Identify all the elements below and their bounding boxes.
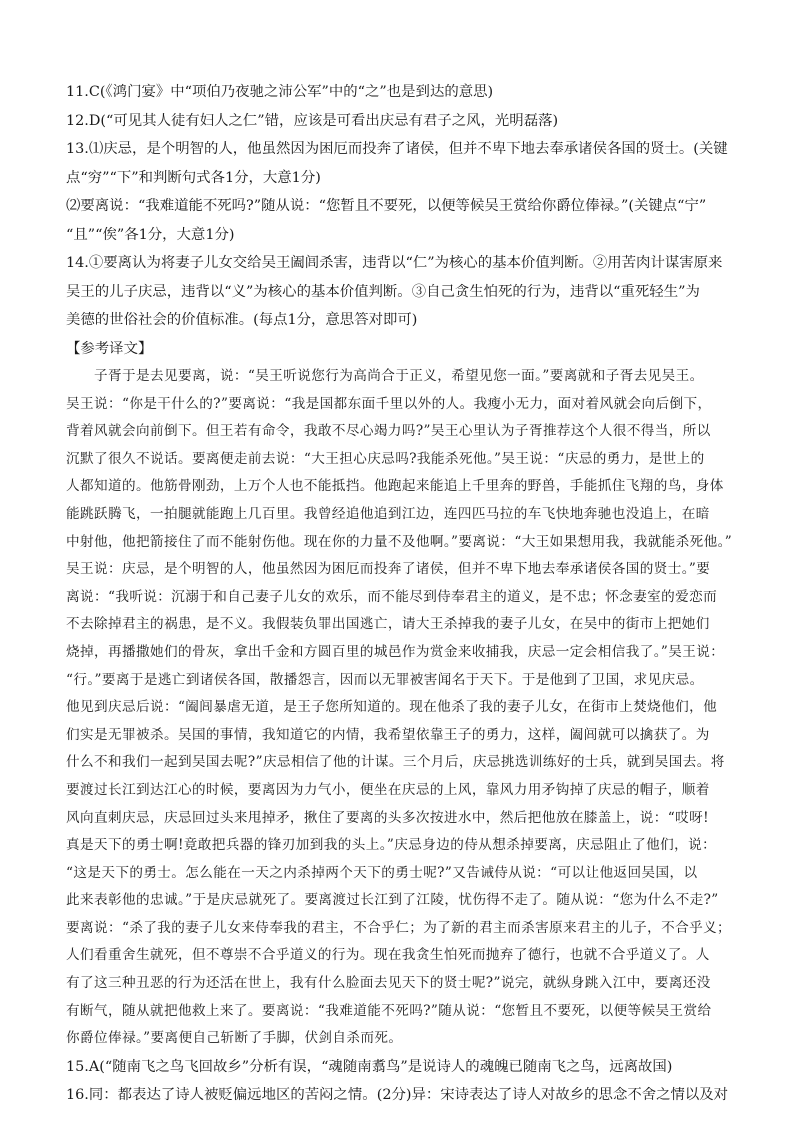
answer-line: 吴王的儿子庆忌，违背以“义”为核心的基本价值判断。③自己贪生怕死的行为，违背以“重死轻生”为 bbox=[66, 283, 700, 300]
translation-line: 人都知道的。他筋骨刚劲，上万个人也不能抵挡。他跑起来能追上千里奔的野兽，手能抓住飞翔的鸟，身体 bbox=[66, 478, 724, 495]
translation-line: 要渡过长江到达江心的时候，要离因为力气小，便坐在庆忌的上风，靠风力用矛钩掉了庆忌的帽子，顺着 bbox=[66, 781, 710, 798]
translation-line: 你爵位俸禄。”要离便自己斩断了手脚，伏剑自杀而死。 bbox=[66, 1030, 403, 1047]
translation-line: 们实是无罪被杀。吴国的事情，我知道它的内情，我希望依靠王子的勇力，这样，阖闾就可以擒获了。为 bbox=[66, 726, 710, 743]
translation-line: 有了这三种丑恶的行为还活在世上，我有什么脸面去见天下的贤士呢?”说完，就纵身跳入江中，要离还没 bbox=[66, 975, 711, 992]
answer-line: 12.D(“可见其人徒有妇人之仁”错，应该是可看出庆忌有君子之风，光明磊落) bbox=[66, 112, 559, 129]
translation-line: 什么不和我们一起到吴国去呢?”庆忌相信了他的计谋。三个月后，庆忌挑选训练好的士兵，就到吴国去。将 bbox=[66, 754, 725, 771]
answer-line: 16.同：都表达了诗人被贬偏远地区的苦闷之情。(2分)异：宋诗表达了诗人对故乡的思念不舍之情以及对 bbox=[66, 1087, 729, 1104]
translation-line: 子胥于是去见要离，说：“吴王听说您行为高尚合于正义，希望见您一面。”要离就和子胥去见吴王。 bbox=[94, 368, 704, 384]
answers-after-section bbox=[66, 1053, 744, 1110]
answers-section bbox=[66, 78, 744, 335]
translation-line: 能跳跃腾飞，一拍腿就能跑上几百里。我曾经追他追到江边，连四匹马拉的车飞快地奔驰也没追上，在暗 bbox=[66, 505, 710, 522]
translation-line: 烧掉，再播撒她们的骨灰，拿出千金和方圆百里的城邑作为赏金来收捕我，庆忌一定会相信我了。”吴王说： bbox=[66, 643, 725, 660]
answer-line: 点“穷”“下”和判断句式各1分，大意1分) bbox=[66, 169, 321, 186]
translation-line: 中射他，他把箭接住了而不能射伤他。现在你的力量不及他啊。”要离说：“大王如果想用我，我就能杀死他。” bbox=[66, 533, 733, 550]
answer-line: 15.A(“随南飞之鸟飞回故乡”分析有误，“魂随南翥鸟”是说诗人的魂魄已随南飞之鸟，远离故国) bbox=[66, 1058, 673, 1075]
translation-line: “这是天下的勇士。怎么能在一天之内杀掉两个天下的勇士呢?”又告诫侍从说：“可以让他返回吴国，以 bbox=[66, 864, 698, 881]
translation-line: 离说：“我听说：沉溺于和自己妻子儿女的欢乐，而不能尽到侍奉君主的道义，是不忠；怀念妻室的爱恋而 bbox=[66, 588, 718, 605]
translation-line: 沉默了很久不说话。要离便走前去说：“大王担心庆忌吗?我能杀死他。”吴王说：“庆忌的勇力，是世上的 bbox=[66, 450, 705, 467]
answer-line: “且”“俟”各1分，大意1分) bbox=[66, 226, 235, 243]
translation-line: 有断气，随从就把他救上来了。要离说：“我难道能不死吗?”随从说：“您暂且不要死，以便等候吴王赏给 bbox=[66, 1002, 712, 1019]
translation-heading: 【参考译文】 bbox=[66, 340, 153, 357]
answer-line: 美德的世俗社会的价值标准。(每点1分，意思答对即可) bbox=[66, 312, 418, 328]
translation-line: 背着风就会向前倒下。但王若有命令，我敢不尽心竭力吗?”吴王心里认为子胥推荐这个人很不得当，所以 bbox=[66, 423, 711, 440]
translation-section bbox=[66, 363, 744, 1053]
translation-line: 吴王说：“你是干什么的?”要离说：“我是国都东面千里以外的人。我瘦小无力，面对着风就会向后倒下， bbox=[66, 395, 712, 412]
translation-line: 真是天下的勇士啊!竟敢把兵器的锋刃加到我的头上。”庆忌身边的侍从想杀掉要离，庆忌阻止了他们，说： bbox=[66, 837, 717, 854]
translation-line: 人们看重舍生就死，但不尊崇不合乎道义的行为。现在我贪生怕死而抛弃了德行，也就不合乎道义了。人 bbox=[66, 947, 710, 964]
translation-line: 要离说：“杀了我的妻子儿女来侍奉我的君主，不合乎仁；为了新的君主而杀害原来君主的儿子，不合乎义； bbox=[66, 919, 732, 936]
translation-line: 不去除掉君主的祸患，是不义。我假装负罪出国逃亡，请大王杀掉我的妻子儿女，在吴中的街市上把她们 bbox=[66, 616, 710, 633]
translation-line: 他见到庆忌后说：“阖闾暴虐无道，是王子您所知道的。现在他杀了我的妻子儿女，在街市上焚烧他们，他 bbox=[66, 699, 718, 716]
answer-line: 14.①要离认为将妻子儿女交给吴王阖闾杀害，违背以“仁”为核心的基本价值判断。②用苦肉计谋害原来 bbox=[66, 255, 723, 271]
translation-line: 吴王说：庆忌，是个明智的人，他虽然因为困厄而投奔了诸侯，但并不卑下地去奉承诸侯各国的贤士。”要 bbox=[66, 561, 711, 578]
translation-line: 风向直刺庆忌，庆忌回过头来甩掉矛，揪住了要离的头多次按进水中，然后把他放在膝盖上，说：“哎呀! bbox=[66, 809, 709, 826]
answer-line: ⑵要离说：“我难道能不死吗?”随从说：“您暂且不要死，以便等候吴王赏给你爵位俸禄。”(关键点“宁” bbox=[66, 198, 707, 214]
translation-line: “行。”要离于是逃亡到诸侯各国，散播怨言，因而以无罪被害闻名于天下。于是他到了卫国，求见庆忌。 bbox=[66, 671, 704, 688]
answer-line: 13.⑴庆忌，是个明智的人，他虽然因为困厄而投奔了诸侯，但并不卑下地去奉承诸侯各国的贤士。(关键 bbox=[66, 141, 728, 157]
translation-line: 此来表彰他的忠诚。”于是庆忌就死了。要离渡过长江到了江陵，忧伤得不走了。随从说：“您为什么不走?” bbox=[66, 892, 719, 909]
answer-line: 11.C(《鸿门宴》中“项伯乃夜驰之沛公军”中的“之”也是到达的意思) bbox=[66, 84, 494, 100]
